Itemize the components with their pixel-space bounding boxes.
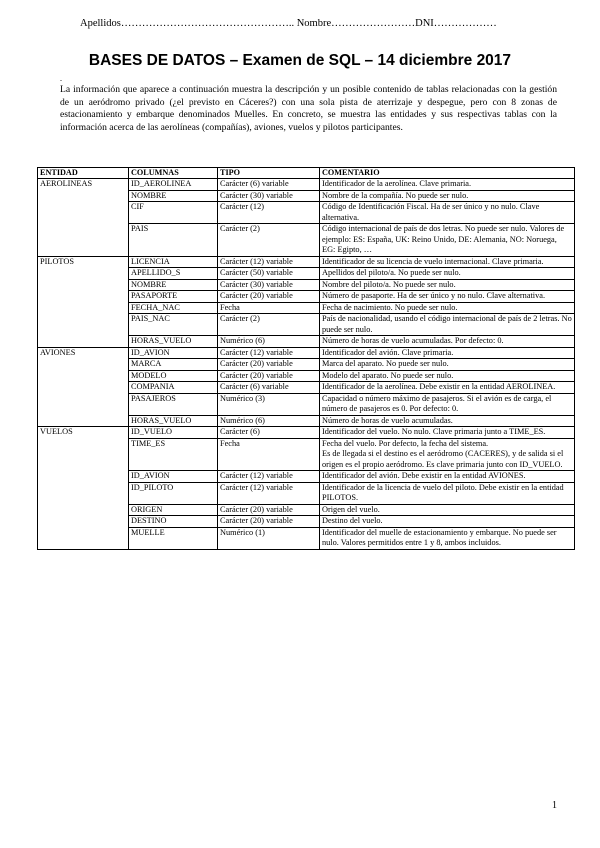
column-cell: ID_PILOTO <box>129 482 218 504</box>
type-cell: Carácter (12) <box>218 202 320 224</box>
column-cell: COMPANIA <box>129 382 218 394</box>
type-cell: Carácter (12) variable <box>218 482 320 504</box>
type-cell: Numérico (6) <box>218 415 320 427</box>
column-cell: HORAS_VUELO <box>129 336 218 348</box>
comment-cell: Número de horas de vuelo acumuladas. Por defecto: 0. <box>320 336 575 348</box>
column-cell: MUELLE <box>129 527 218 549</box>
comment-cell: Marca del aparato. No puede ser nulo. <box>320 359 575 371</box>
type-cell: Fecha <box>218 302 320 314</box>
type-cell: Carácter (20) variable <box>218 359 320 371</box>
column-cell: NOMBRE <box>129 279 218 291</box>
column-cell: ID_AVION <box>129 347 218 359</box>
comment-cell: Origen del vuelo. <box>320 504 575 516</box>
column-cell: ORIGEN <box>129 504 218 516</box>
column-cell: MODELO <box>129 370 218 382</box>
column-cell: APELLIDO_S <box>129 268 218 280</box>
type-cell: Carácter (6) variable <box>218 179 320 191</box>
type-cell: Carácter (6) <box>218 427 320 439</box>
comment-cell: Nombre del piloto/a. No puede ser nulo. <box>320 279 575 291</box>
comment-cell: Apellidos del piloto/a. No puede ser nulo. <box>320 268 575 280</box>
type-cell: Carácter (2) <box>218 224 320 257</box>
column-cell: HORAS_VUELO <box>129 415 218 427</box>
comment-cell: Fecha del vuelo. Por defecto, la fecha del sistema. Es de llegada si el destino es el aeródromo (CACERES), y de salida si el origen es el propio aeródromo. Es clave primaria junto con ID_VUELO. <box>320 438 575 471</box>
column-cell: ID_AVION <box>129 471 218 483</box>
column-cell: DESTINO <box>129 516 218 528</box>
header-entidad: ENTIDAD <box>38 168 129 179</box>
stray-dot: . <box>60 74 62 83</box>
column-cell: PAIS <box>129 224 218 257</box>
type-cell: Carácter (20) variable <box>218 516 320 528</box>
comment-cell: Identificador de su licencia de vuelo internacional. Clave primaria. <box>320 256 575 268</box>
student-info-line: Apellidos………………………………………….. Nombre……………………DNI……………… <box>80 18 497 29</box>
table-row <box>38 427 575 439</box>
column-cell: ID_AEROLINEA <box>129 179 218 191</box>
comment-cell: Número de pasaporte. Ha de ser único y no nulo. Clave alternativa. <box>320 291 575 303</box>
entity-cell: AVIONES <box>38 347 129 427</box>
comment-cell: Nombre de la compañía. No puede ser nulo. <box>320 190 575 202</box>
column-cell: MARCA <box>129 359 218 371</box>
page-number: 1 <box>552 800 557 811</box>
type-cell: Carácter (20) variable <box>218 504 320 516</box>
comment-cell: Identificador del avión. Clave primaria. <box>320 347 575 359</box>
schema-table-body <box>38 179 575 550</box>
header-comentario: COMENTARIO <box>320 168 575 179</box>
type-cell: Numérico (6) <box>218 336 320 348</box>
comment-cell: Identificador del avión. Debe existir en la entidad AVIONES. <box>320 471 575 483</box>
type-cell: Fecha <box>218 438 320 471</box>
comment-cell: País de nacionalidad, usando el código internacional de país de 2 letras. No puede ser nulo. <box>320 314 575 336</box>
entity-cell: VUELOS <box>38 427 129 550</box>
comment-cell: Identificador del muelle de estacionamiento y embarque. No puede ser nulo. Valores permitidos entre 1 y 8, ambos incluidos. <box>320 527 575 549</box>
entity-cell: AEROLINEAS <box>38 179 129 257</box>
comment-cell: Código de Identificación Fiscal. Ha de ser único y no nulo. Clave alternativa. <box>320 202 575 224</box>
type-cell: Carácter (50) variable <box>218 268 320 280</box>
column-cell: NOMBRE <box>129 190 218 202</box>
column-cell: TIME_ES <box>129 438 218 471</box>
comment-cell: Código internacional de país de dos letras. No puede ser nulo. Valores de ejemplo: ES: España, UK: Reino Unido, DE: Alemania, NO: Noruega, EG: Egipto, … <box>320 224 575 257</box>
column-cell: PAIS_NAC <box>129 314 218 336</box>
table-header-row <box>38 168 575 179</box>
type-cell: Carácter (30) variable <box>218 190 320 202</box>
column-cell: FECHA_NAC <box>129 302 218 314</box>
comment-cell: Identificador de la licencia de vuelo del piloto. Debe existir en la entidad PILOTOS. <box>320 482 575 504</box>
type-cell: Carácter (12) variable <box>218 471 320 483</box>
comment-cell: Modelo del aparato. No puede ser nulo. <box>320 370 575 382</box>
comment-cell: Identificador del vuelo. No nulo. Clave primaria junto a TIME_ES. <box>320 427 575 439</box>
comment-cell: Destino del vuelo. <box>320 516 575 528</box>
comment-cell: Fecha de nacimiento. No puede ser nulo. <box>320 302 575 314</box>
column-cell: CIF <box>129 202 218 224</box>
column-cell: PASAPORTE <box>129 291 218 303</box>
column-cell: ID_VUELO <box>129 427 218 439</box>
type-cell: Carácter (6) variable <box>218 382 320 394</box>
table-row <box>38 347 575 359</box>
schema-table <box>37 167 575 550</box>
table-row <box>38 179 575 191</box>
comment-cell: Identificador de la aerolínea. Clave primaria. <box>320 179 575 191</box>
column-cell: LICENCIA <box>129 256 218 268</box>
type-cell: Carácter (12) variable <box>218 347 320 359</box>
type-cell: Carácter (12) variable <box>218 256 320 268</box>
header-tipo: TIPO <box>218 168 320 179</box>
type-cell: Carácter (20) variable <box>218 370 320 382</box>
type-cell: Numérico (3) <box>218 393 320 415</box>
intro-paragraph: La información que aparece a continuación muestra la descripción y un posible contenido de tablas relacionadas con la gestión de un aeródromo privado (¿el previsto en Cáceres?) con una sola pista de aterrizaje y despegue, pero con 8 zonas de estacionamiento y embarque denominados Muelles. En concreto, se muestra las entidades y sus respectivas tablas con la información acerca de las aerolíneas (compañías), aviones, vuelos y pilotos participantes. <box>60 84 557 133</box>
comment-cell: Identificador de la aerolínea. Debe existir en la entidad AEROLINEA. <box>320 382 575 394</box>
exam-title: BASES DE DATOS – Examen de SQL – 14 diciembre 2017 <box>88 52 512 69</box>
entity-cell: PILOTOS <box>38 256 129 347</box>
type-cell: Carácter (30) variable <box>218 279 320 291</box>
type-cell: Carácter (2) <box>218 314 320 336</box>
comment-cell: Número de horas de vuelo acumuladas. <box>320 415 575 427</box>
header-columnas: COLUMNAS <box>129 168 218 179</box>
column-cell: PASAJEROS <box>129 393 218 415</box>
type-cell: Numérico (1) <box>218 527 320 549</box>
type-cell: Carácter (20) variable <box>218 291 320 303</box>
comment-cell: Capacidad o número máximo de pasajeros. Si el avión es de carga, el número de pasajeros es 0. Por defecto: 0. <box>320 393 575 415</box>
table-row <box>38 256 575 268</box>
